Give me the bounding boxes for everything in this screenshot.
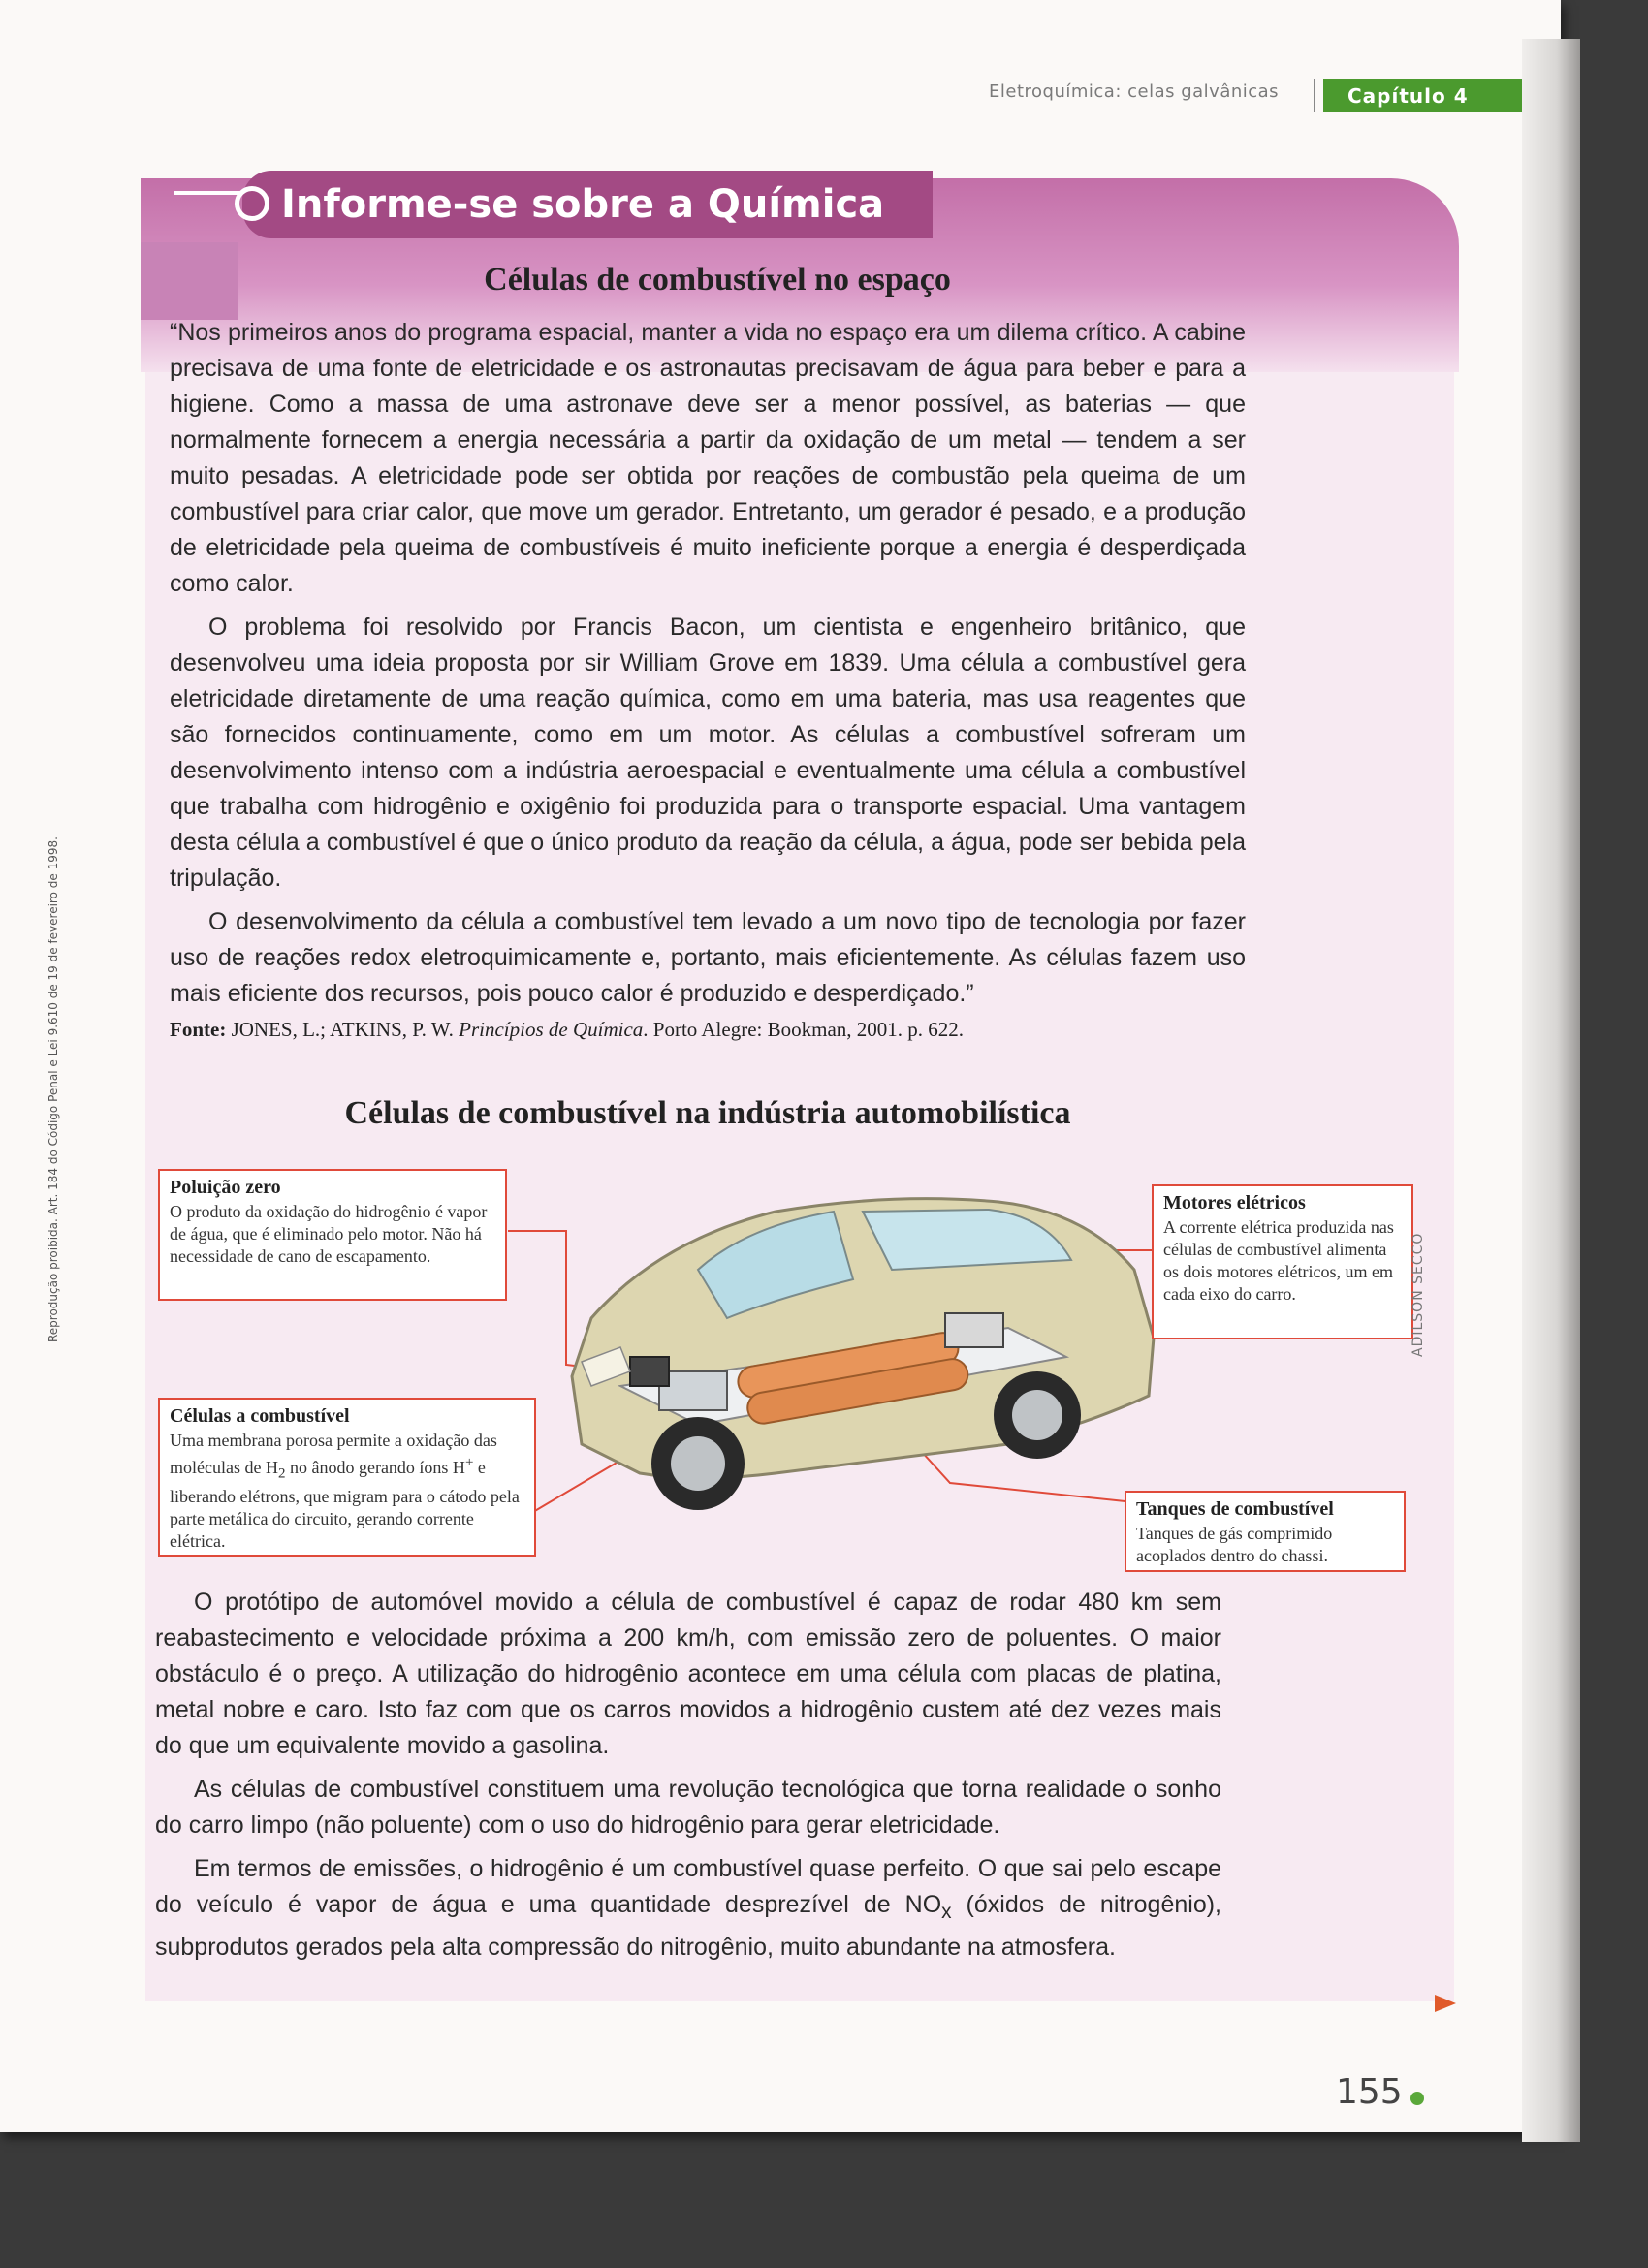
callout-title: Poluição zero — [170, 1177, 281, 1198]
source-rest: . Porto Alegre: Bookman, 2001. p. 622. — [643, 1018, 965, 1041]
callout-text-part: Uma membrana porosa permite a oxidação das moléculas de H — [170, 1431, 497, 1477]
illustration-credit: ADILSON SECCO — [1410, 1232, 1426, 1357]
bottom-paragraph-1: O protótipo de automóvel movido a célula de combustível é capaz de rodar 480 km sem reabastecimento e velocidade próxima a 200 km/h, com emissão zero de poluentes. O maior obstáculo é o preço. A utilização do hidrogênio acontece em uma célula com placas de platina, metal nobre e caro. Isto faz com que os carros movidos a hidrogênio custem até dez vezes mais do que um equivalente movido a gasolina. — [155, 1589, 1221, 1759]
source-label: Fonte: — [170, 1018, 227, 1041]
callout-text-part: no ânodo gerando íons H — [285, 1458, 465, 1477]
callout-text: A corrente elétrica produzida nas células de combustível alimenta os dois motores elétricos, um em cada eixo do carro. — [1163, 1217, 1394, 1304]
callout-poluicao-zero — [158, 1169, 507, 1301]
front-wheel-rim — [671, 1436, 725, 1491]
source-authors: JONES, L.; ATKINS, P. W. — [231, 1018, 454, 1041]
running-head: Eletroquímica: celas galvânicas — [989, 81, 1280, 102]
callout-text — [170, 1430, 524, 1553]
bottom-body — [155, 1585, 1221, 1973]
subscript-2: 2 — [277, 1465, 286, 1482]
callout-motores-eletricos — [1152, 1184, 1413, 1339]
section-title: Informe-se sobre a Química — [242, 171, 933, 238]
callout-text: O produto da oxidação do hidrogênio é vapor de água, que é eliminado pelo motor. Não há necessidade de cano de escapamento. — [170, 1202, 488, 1266]
callout-celulas-combustivel — [158, 1398, 536, 1557]
bottom-paragraph-3 — [155, 1851, 1221, 1966]
source-book: Princípios de Química — [459, 1018, 644, 1041]
callout-tanques-combustivel — [1125, 1491, 1406, 1572]
subscript-x: x — [941, 1901, 952, 1923]
article-paragraph-3: O desenvolvimento da célula a combustível tem levado a um novo tipo de tecnologia por fazer uso de reações redox eletroquimicamente e, portanto, mais eficientemente. As células fazem uso mais eficiente dos recursos, pois pouco calor é produzido e desperdiçado.” — [170, 908, 1246, 1007]
figure-title: Células de combustível na indústria automobilística — [344, 1095, 1071, 1131]
article-title: Células de combustível no espaço — [484, 262, 951, 298]
callout-title: Motores elétricos — [1163, 1192, 1306, 1213]
article-body — [170, 315, 1246, 1020]
header-separator — [1314, 79, 1315, 112]
copyright-side-note: Reprodução proibida. Art. 184 do Código Penal e Lei 9.610 de 19 de fevereiro de 1998. — [47, 836, 60, 1342]
front-motor — [630, 1357, 669, 1386]
bottom-paragraph-2: As células de combustível constituem uma revolução tecnológica que torna realidade o sonho do carro limpo (não poluente) com o uso do hidrogênio para gerar eletricidade. — [155, 1776, 1221, 1839]
page-number: 155 — [1336, 2072, 1403, 2112]
rear-motor — [945, 1313, 1003, 1347]
paragraph-part: Em termos de emissões, o hidrogênio é um combustível quase perfeito. O que sai pelo escape do veículo é vapor de água e uma quantidade desprezível de NO — [155, 1855, 1221, 1918]
callout-title: Células a combustível — [170, 1405, 350, 1427]
page-edge — [1522, 39, 1580, 2142]
chapter-tab: Capítulo 4 — [1323, 79, 1561, 112]
callout-text: Tanques de gás comprimido acoplados dentro do chassi. — [1136, 1524, 1333, 1565]
page-dot-icon — [1410, 2092, 1424, 2105]
next-page-arrow-icon — [1435, 1995, 1456, 2012]
superscript-plus: + — [464, 1455, 474, 1470]
callout-title: Tanques de combustível — [1136, 1498, 1334, 1520]
article-paragraph-1: “Nos primeiros anos do programa espacial, manter a vida no espaço era um dilema crítico. A cabine precisava de uma fonte de eletricidade e os astronautas precisavam de água para beber e para a higiene. Como a massa de uma astronave deve ser a menor possível, as baterias — que normalmente fornecem a energia necessária a partir da oxidação de um metal — tendem a ser muito pesadas. A eletricidade pode ser obtida por reações de combustão pela queima de um combustível para criar calor, que move um gerador. Entretanto, um gerador é pesado, e a produção de eletricidade pela queima de combustíveis é muito ineficiente porque a energia é desperdiçada como calor. — [170, 319, 1246, 597]
section-band-line — [174, 191, 242, 195]
source-citation — [170, 1018, 964, 1042]
callout-text-part: e liberando elétrons, que migram para o cátodo pela parte metálica do circuito, gerando corrente elétrica. — [170, 1458, 520, 1551]
article-paragraph-2: O problema foi resolvido por Francis Bacon, um cientista e engenheiro britânico, que desenvolveu uma ideia proposta por sir William Grove em 1839. Uma célula a combustível gera eletricidade diretamente de uma reação química, como em uma bateria, mas usa reagentes que são fornecidos continuamente, como em um motor. As células a combustível sofreram um desenvolvimento intenso com a indústria aeroespacial e eventualmente uma célula a combustível que trabalha com hidrogênio e oxigênio foi produzida para o transporte espacial. Uma vantagem desta célula a combustível é que o único produto da reação da célula, a água, pode ser bebida pela tripulação. — [170, 614, 1246, 892]
rear-wheel-rim — [1012, 1390, 1062, 1440]
paragraph-part: (óxidos de nitrogênio), subprodutos gerados pela alta compressão do nitrogênio, muito abundante na atmosfera. — [155, 1891, 1221, 1961]
